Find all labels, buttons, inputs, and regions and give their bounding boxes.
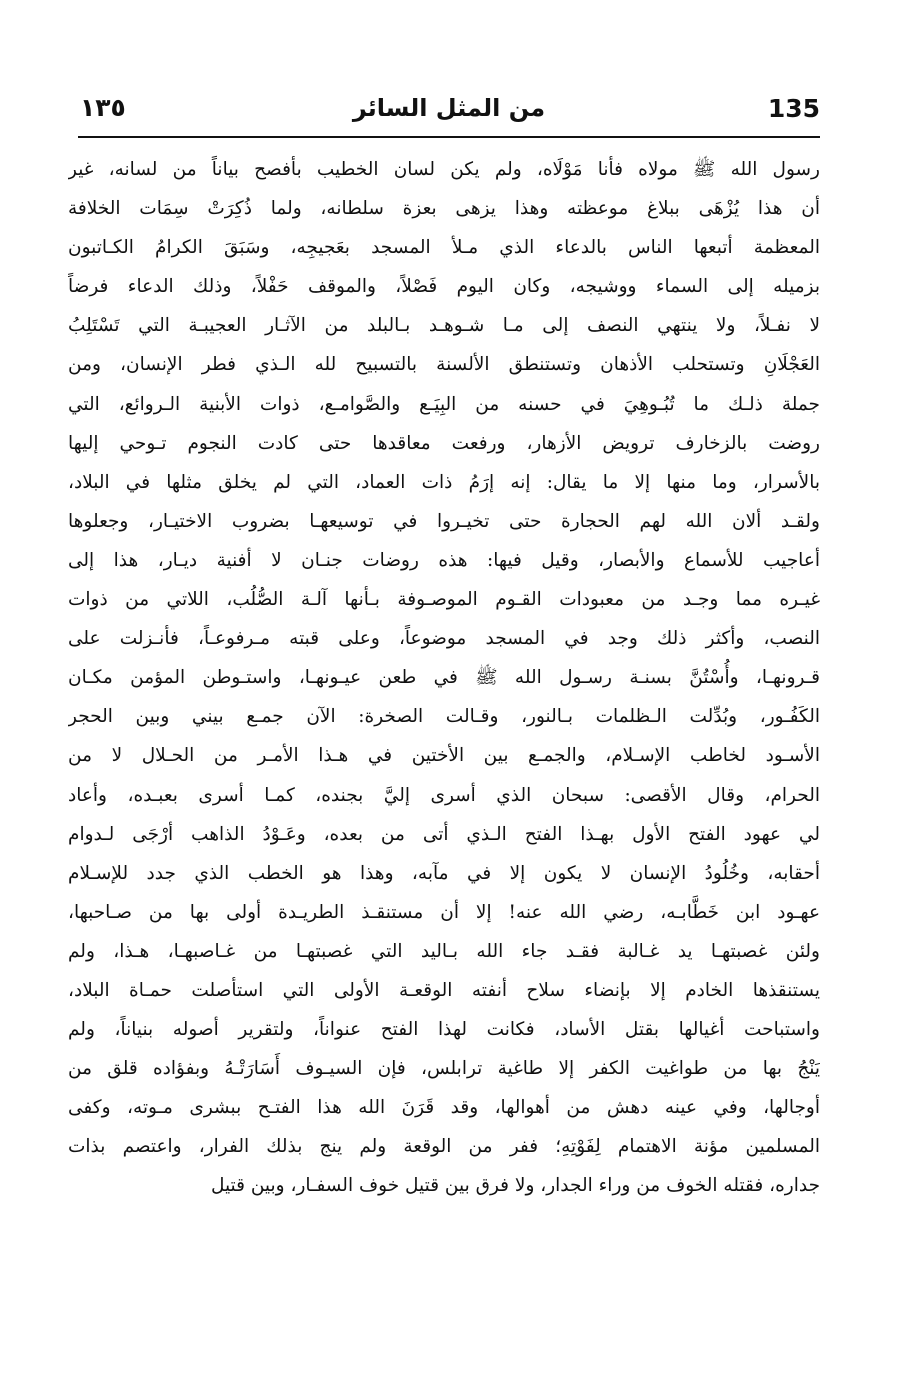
text-line: ولقـد ألان الله لهم الحجارة حتى تخيـروا في توسيعهـا بضروب الاختيـار، وجعلوها	[68, 510, 820, 532]
text-line: يستنقذها الخادم إلا بإنضاء سلاح أنفته الوقعـة الأولى التي استأصلت حمـاة البلاد،	[68, 979, 820, 1001]
text-line: جداره، فقتله الخوف من وراء الجدار، ولا فرق بين قتيل خوف السفـار، وبين قتيل	[210, 1175, 820, 1197]
page-header	[78, 92, 820, 132]
text-line: عهـود ابن خَطَّابـه، رضي الله عنه! إلا أن مستنقـذ الطريـدة أولى بها من صـاحبها،	[68, 901, 820, 923]
text-line: يَنْجُ بها من طواغيت الكفر إلا طاغية ترابلس، فإن السيـوف أَسَارَتْـهُ وبفؤاده قلق من	[68, 1058, 820, 1080]
text-line: بالأسرار، وما منها إلا ما يقال: إنه إرَمُ ذات العماد، التي لم يخلق مثلها في البلاد،	[68, 471, 820, 493]
text-line: المعظمة أتبعها الناس بالدعاء الذي مـلأ المسجد بعَجيجِه، وسَبَقَ الكرامُ الكـاتبون	[68, 237, 820, 259]
text-line: لي عهود الفتح الأول بهـذا الفتح الـذي أتى من بعده، وعَـوْدُ الذاهب أرْجَى لـدوام	[68, 823, 820, 845]
text-line: روضت بالزخارف ترويض الأزهار، ورفعت معاقدها حتى كادت النجوم تـوحي إليها	[68, 432, 820, 454]
header-rule	[78, 136, 820, 138]
text-line: النصب، وأكثر ذلك وجد في المسجد موضوعاً، وعلى قبته مـرفوعـاً، فأنـزلت على	[68, 628, 820, 650]
text-line: أوجالها، وفي عينه دهش من أهوالها، وقد قَرَنَ الله هذا الفتـح ببشرى مـوته، وكفى	[68, 1097, 820, 1119]
text-line: جملة ذلـك ما تُبُـوهِيَ في حسنه من البِيَـع والصَّوامـع، ذوات الأبنية الـروائع، التي	[68, 393, 820, 415]
text-line: المسلمين مؤنة الاهتمام لِفَوْتِهِ؛ ففر من الوقعة ولم ينج بذلك الفرار، واعتصم بذات	[68, 1136, 820, 1158]
text-line: الأسـود لخاطب الإسـلام، والجمـع بين الأختين في هـذا الأمـر من الحـلال لا من	[68, 745, 820, 767]
text-line: العَجْلَانِ وتستحلب الأذهان وتستنطق الألسنة بالتسبيح لله الـذي فطر الإنسان، ومن	[68, 354, 820, 376]
text-line: أحقابه، وخُلُودُ الإنسان لا يكون إلا في مآبه، وهذا هو الخطب الذي جدد للإسـلام	[68, 862, 820, 884]
text-line: رسول الله ﷺ مولاه فأنا مَوْلَاه، ولم يكن لسان الخطيب بأفصح بياناً من لسانه، غير	[68, 159, 820, 180]
text-line: الحرام، وقال الأقصى: سبحان الذي أسرى إليَّ بجنده، كمـا أسرى بعبـده، وأعاد	[68, 784, 820, 806]
running-title: من المثل السائر	[352, 94, 546, 122]
text-line: قـرونهـا، وأُسْتُنَّ بسنـة رسـول الله ﷺ في طعن عيـونهـا، واستـوطن المؤمن مكـان	[68, 667, 820, 689]
text-line: أعاجيب للأسماع والأبصار، وقيل فيها: هذه روضات جنـان لا أفنية ديـار، هذا إلى	[68, 549, 820, 571]
text-line: الكَفُـور، وبُدِّلت الـظلمات بـالنور، وقـالت الصخرة: الآن جمـع بيني وبين الحجر	[68, 706, 820, 728]
page-number-arabic: ١٣٥	[80, 93, 126, 122]
text-line: أن هذا يُزْهَى ببلاغ موعظته وهذا يزهى بعزة سلطانه، ولما ذُكِرَتْ سِمَات الخلافة	[68, 198, 820, 220]
text-line: غيـره مما وجـد من معبودات القـوم الموصـوفة بـأنها آلـة الصُّلُب، اللاتي من ذوات	[68, 589, 820, 611]
text-line: لا نفـلاً، ولا ينتهي النصف إلى مـا شـوهـد بـالبلد من الآثـار العجيبـة التي تَسْتَلِبُ	[68, 315, 820, 337]
text-line: واستباحت أغيالها بقتل الأساد، فكانت لهذا الفتح عنواناً، ولتقرير أصوله بنياناً، ولم	[68, 1019, 820, 1041]
body-text	[68, 150, 820, 1206]
page-number-latin: 135	[767, 94, 820, 123]
text-line: بزميله إلى السماء ووشيجه، وكان اليوم فَصْلاً، والموقف حَفْلاً، وذلك الدعاء فرضاً	[68, 276, 820, 298]
text-line: ولئن غصبتهـا يد غـالبة فقـد جاء الله بـاليد التي غصبتهـا من غـاصبهـا، هـذا، ولم	[68, 940, 820, 962]
